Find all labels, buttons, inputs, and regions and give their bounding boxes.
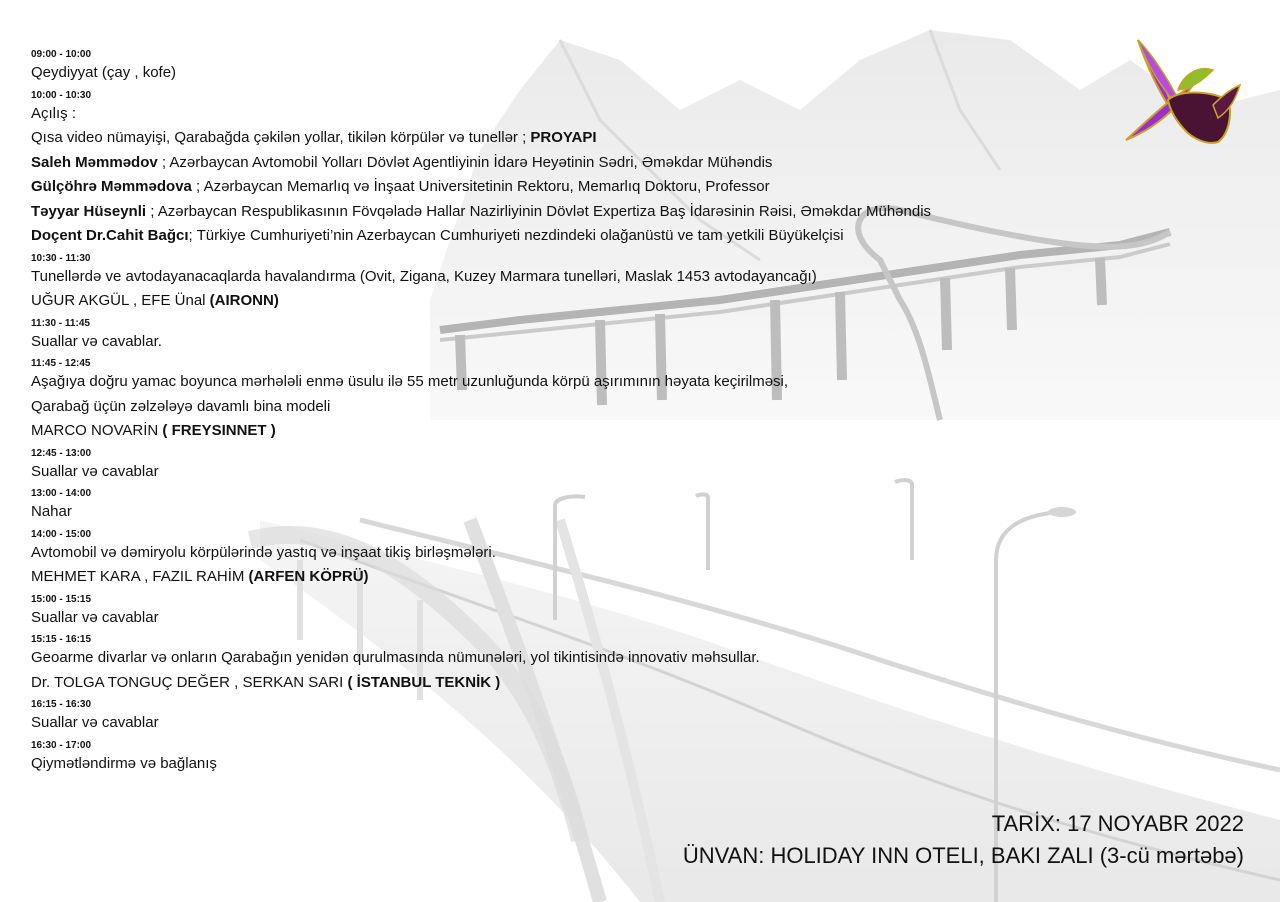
schedule-line: [31, 711, 1031, 736]
schedule-line: [31, 541, 1031, 566]
schedule-line: [31, 671, 1031, 696]
schedule-block: [31, 528, 1031, 590]
schedule-line-text: Nahar: [31, 503, 72, 520]
schedule-line: [31, 200, 1031, 225]
schedule-time: 16:30 - 17:00: [31, 739, 92, 751]
schedule-block: [31, 48, 1031, 86]
schedule-line: [31, 265, 1031, 290]
schedule-line-text: Suallar və cavablar: [31, 714, 159, 731]
schedule-time: 09:00 - 10:00: [31, 49, 92, 60]
schedule-block: [31, 317, 1031, 355]
event-info-footer: [683, 808, 1244, 872]
schedule-block: [31, 739, 1031, 777]
schedule-line-text: Tunellərdə ve avtodayanacaqlarda havalandırma (Ovit, Zigana, Kuzey Marmara tunelləri, Maslak 1453 avtodayancağı): [31, 267, 817, 285]
schedule-line-text: ; Azərbaycan Respublikasının Fövqəladə Hallar Nazirliyinin Dövlət Expertiza Baş İdarəsinin Rəisi, Əməkdar Mühəndis: [146, 202, 932, 220]
schedule-block: [31, 447, 1031, 485]
schedule-line: [31, 646, 1031, 671]
schedule-block: [31, 633, 1031, 695]
bird-flower-logo-icon: [1118, 30, 1248, 160]
schedule-block: [31, 593, 1031, 631]
schedule-line: [31, 151, 1031, 176]
schedule-line: [31, 61, 1031, 86]
schedule-time: 12:45 - 13:00: [31, 447, 92, 459]
schedule-line-bold-text: ( FREYSINNET ): [162, 422, 276, 439]
schedule-line: [31, 565, 1031, 590]
schedule-line-bold-text: (ARFEN KÖPRÜ): [248, 568, 369, 585]
schedule-line-bold-text: PROYAPI: [530, 129, 597, 146]
schedule-line-text: Dr. TOLGA TONGUÇ DEĞER , SERKAN SARI: [31, 673, 348, 691]
schedule-time: 11:45 - 12:45: [31, 358, 91, 369]
event-date: TARİX: 17 NOYABR 2022: [991, 811, 1244, 836]
schedule-line: [31, 175, 1031, 200]
schedule-line-text: UĞUR AKGÜL , EFE Ünal: [31, 292, 210, 309]
schedule-line: [31, 752, 1031, 777]
schedule-block: [31, 357, 1031, 444]
schedule-block: [31, 487, 1031, 525]
schedule-time: 15:00 - 15:15: [31, 593, 92, 605]
schedule-line-text: Qısa video nümayişi, Qarabağda çəkilən yollar, tikilən körpülər və tunellər ;: [31, 129, 531, 146]
schedule-time: 14:00 - 15:00: [31, 528, 92, 540]
schedule-time: 13:00 - 14:00: [31, 488, 92, 499]
schedule-line: [31, 460, 1031, 485]
schedule-line-text: Qeydiyyat (çay , kofe): [31, 64, 177, 81]
schedule-block: [31, 698, 1031, 736]
schedule-line: [31, 500, 1031, 525]
schedule-line: [31, 289, 1031, 314]
schedule-line-text: Qarabağ üçün zəlzələyə davamlı bina modeli: [31, 397, 331, 415]
schedule-line-text: Aşağıya doğru yamac boyunca mərhələli enmə üsulu ilə 55 metr uzunluğunda körpü aşırımının həyata keçirilməsi,: [31, 373, 789, 390]
schedule-line-bold-text: ( İSTANBUL TEKNİK ): [347, 673, 501, 691]
schedule-time: 10:00 - 10:30: [31, 89, 92, 101]
schedule-time: 11:30 - 11:45: [31, 317, 90, 329]
schedule-line-bold-text: Doçent Dr.Cahit Bağcı: [31, 227, 189, 244]
schedule-line-text: MEHMET KARA , FAZIL RAHİM: [31, 568, 249, 585]
schedule-line-text: Açılış :: [31, 104, 77, 122]
schedule-time: 10:30 - 11:30: [31, 252, 91, 264]
schedule-line: [31, 395, 1031, 420]
schedule-line-text: Suallar və cavablar: [31, 608, 159, 626]
schedule-line-text: Avtomobil və dəmiryolu körpülərində yastıq və inşaat tikiş birləşmələri.: [31, 543, 496, 561]
schedule-block: [31, 89, 1031, 249]
schedule-line-text: Geoarme divarlar və onların Qarabağın yenidən qurulmasında nümunələri, yol tikintisində innovativ məhsullar.: [31, 649, 760, 666]
schedule-line-bold-text: Saleh Məmmədov: [31, 153, 158, 171]
schedule-line-text: ; Azərbaycan Memarlıq və İnşaat Universitetinin Rektoru, Memarlıq Doktoru, Professor: [191, 178, 770, 195]
schedule-line-text: Suallar və cavablar: [31, 462, 159, 480]
schedule-line-text: ; Türkiye Cumhuriyeti’nin Azerbaycan Cumhuriyeti nezdindeki olağanüstü ve tam yetkili Büyükelçisi: [188, 227, 844, 244]
schedule-time: 16:15 - 16:30: [31, 699, 92, 710]
schedule-line-bold-text: (AIRONN): [209, 292, 279, 309]
schedule-line: [31, 606, 1031, 631]
schedule-line-bold-text: Təyyar Hüseynli: [31, 202, 147, 220]
schedule-line-text: MARCO NOVARİN: [31, 422, 163, 439]
schedule-line-text: Suallar və cavablar.: [31, 332, 162, 350]
schedule-line: [31, 126, 1031, 151]
schedule-line: [31, 224, 1031, 249]
schedule-line-text: ; Azərbaycan Avtomobil Yolları Dövlət Agentliyinin İdarə Heyətinin Sədri, Əməkdar Mühəndis: [157, 153, 773, 171]
schedule-block: [31, 252, 1031, 314]
schedule-line: [31, 102, 1031, 127]
event-address: ÜNVAN: HOLIDAY INN OTELI, BAKI ZALI (3-cü mərtəbə): [682, 843, 1244, 868]
schedule-line: [31, 330, 1031, 355]
schedule-line-bold-text: Gülçöhrə Məmmədova: [31, 178, 192, 195]
schedule-time: 15:15 - 16:15: [31, 634, 92, 645]
schedule-line: [31, 419, 1031, 444]
schedule-line: [31, 370, 1031, 395]
program-schedule: [31, 45, 1031, 776]
schedule-line-text: Qiymətləndirmə və bağlanış: [31, 754, 217, 772]
